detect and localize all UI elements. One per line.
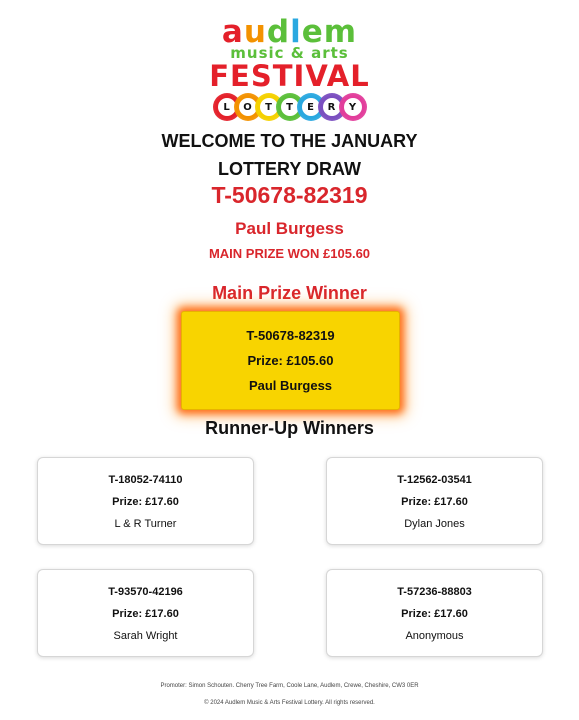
runner-up-name: Dylan Jones — [404, 518, 465, 530]
runner-up-name: L & R Turner — [114, 518, 177, 530]
runner-up-card — [37, 569, 254, 657]
main-prize-amount: Prize: £105.60 — [247, 353, 334, 368]
runner-up-prize: Prize: £17.60 — [401, 496, 468, 508]
runner-up-prize: Prize: £17.60 — [112, 496, 179, 508]
main-prize-ticket: T-50678-82319 — [246, 328, 335, 343]
ball-letter: E — [307, 101, 314, 113]
footer-copyright: © 2024 Audlem Music & Arts Festival Lottery. All rights reserved. — [204, 700, 375, 706]
runner-up-ticket: T-18052-74110 — [108, 474, 183, 486]
welcome-heading — [0, 127, 579, 183]
ball-letter: T — [265, 101, 272, 113]
runner-up-ticket: T-12562-03541 — [397, 474, 472, 486]
logo-letter: d — [266, 14, 291, 50]
logo-lottery-balls — [0, 93, 579, 123]
ball-letter: L — [223, 101, 230, 113]
runner-up-card — [326, 457, 543, 545]
runner-up-card — [326, 569, 543, 657]
main-prize-card — [181, 311, 400, 410]
ball-letter: R — [327, 101, 336, 113]
ball-letter: T — [286, 101, 293, 113]
runner-up-prize: Prize: £17.60 — [401, 608, 468, 620]
runner-up-card — [37, 457, 254, 545]
runner-up-name: Anonymous — [405, 630, 464, 642]
runner-up-ticket: T-57236-88803 — [397, 586, 472, 598]
logo-letter: m — [323, 14, 358, 50]
logo-letter: u — [243, 14, 267, 50]
logo-audlem-text — [0, 14, 579, 50]
runner-up-prize: Prize: £17.60 — [112, 608, 179, 620]
welcome-line-2: LOTTERY DRAW — [218, 159, 361, 179]
winner-name: Paul Burgess — [235, 219, 344, 238]
logo-festival-text: FESTIVAL — [209, 59, 370, 93]
main-prize-name: Paul Burgess — [248, 378, 333, 393]
runner-up-heading: Runner-Up Winners — [205, 418, 374, 438]
festival-logo — [0, 14, 579, 123]
logo-music-arts-text: music & arts — [230, 44, 349, 62]
footer-promoter: Promoter: Simon Schouten. Cherry Tree Farm, Coole Lane, Audlem, Crewe, Cheshire, CW3 0ER — [160, 683, 419, 689]
welcome-line-1: WELCOME TO THE JANUARY — [161, 131, 418, 151]
logo-letter: e — [301, 14, 324, 50]
main-prize-won-text: MAIN PRIZE WON £105.60 — [208, 246, 371, 261]
main-prize-heading: Main Prize Winner — [212, 283, 367, 303]
logo-letter: l — [290, 14, 302, 50]
winning-ticket-number: T-50678-82319 — [211, 182, 368, 208]
lottery-ball — [339, 93, 367, 121]
runner-up-ticket: T-93570-42196 — [108, 586, 183, 598]
runner-up-name: Sarah Wright — [113, 630, 178, 642]
logo-letter: a — [221, 14, 244, 50]
ball-letter: O — [243, 101, 252, 113]
ball-letter: Y — [348, 101, 357, 113]
